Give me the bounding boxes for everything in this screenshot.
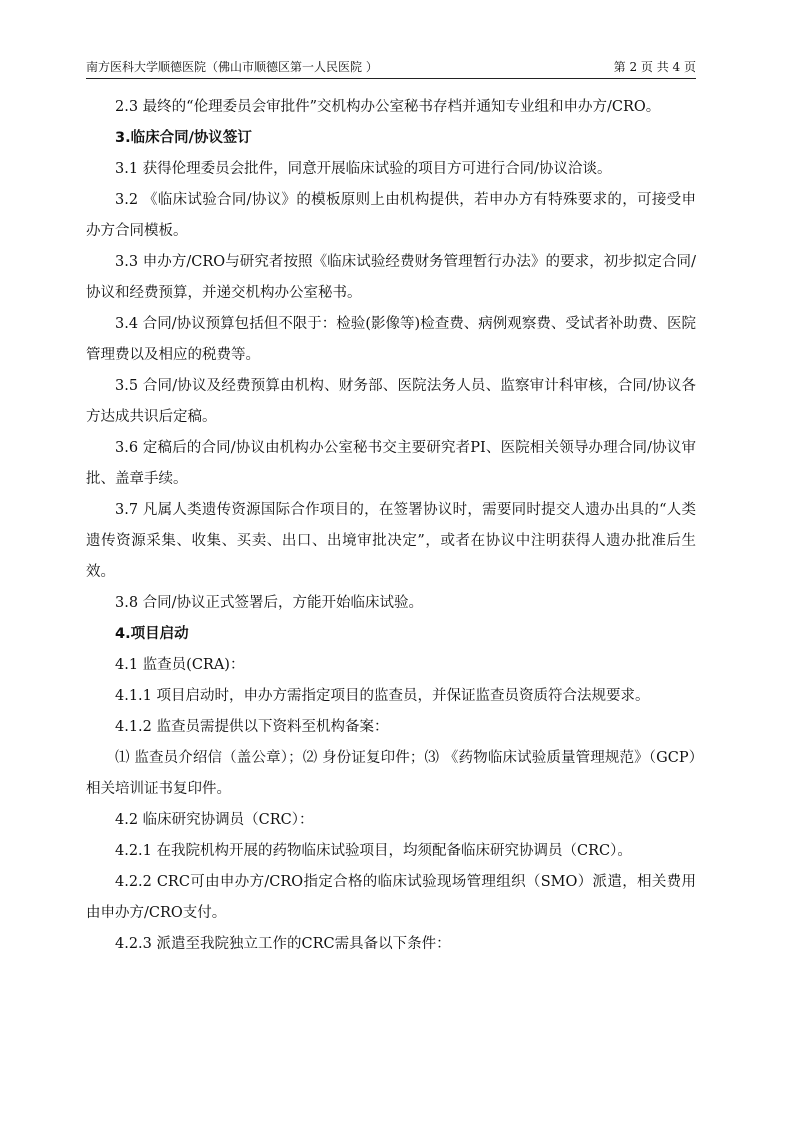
paragraph-3-4: 3.4 合同/协议预算包括但不限于：检验(影像等)检查费、病例观察费、受试者补助费、医院管理费以及相应的税费等。 xyxy=(86,316,696,363)
paragraph-3-3: 3.3 申办方/CRO与研究者按照《临床试验经费财务管理暂行办法》的要求，初步拟定合同/协议和经费预算，并递交机构办公室秘书。 xyxy=(86,254,696,301)
header-divider xyxy=(86,78,696,79)
section-heading-4: 4.项目启动 xyxy=(115,626,189,642)
paragraph-4-2-1: 4.2.1 在我院机构开展的药物临床试验项目，均须配备临床研究协调员（CRC）。 xyxy=(115,843,632,859)
paragraph-4-1-1: 4.1.1 项目启动时，申办方需指定项目的监查员，并保证监查员资质符合法规要求。 xyxy=(115,688,650,704)
paragraph-3-1: 3.1 获得伦理委员会批件，同意开展临床试验的项目方可进行合同/协议洽谈。 xyxy=(115,161,612,177)
header-hospital-name: 南方医科大学顺德医院（佛山市顺德区第一人民医院 ） xyxy=(86,60,378,74)
paragraph-3-7: 3.7 凡属人类遗传资源国际合作项目的，在签署协议时，需要同时提交人遗办出具的“人类遗传资源采集、收集、买卖、出口、出境审批决定”，或者在协议中注明获得人遗办批准后生效。 xyxy=(86,502,696,580)
paragraph-3-2: 3.2 《临床试验合同/协议》的模板原则上由机构提供，若申办方有特殊要求的，可接受申办方合同模板。 xyxy=(86,192,696,239)
page-header xyxy=(86,58,696,76)
header-page-info: 第 2 页 共 4 页 xyxy=(613,60,696,74)
paragraph-document-list: ⑴ 监查员介绍信（盖公章）；⑵ 身份证复印件；⑶ 《药物临床试验质量管理规范》（GCP）相关培训证书复印件。 xyxy=(86,750,696,797)
paragraph-3-8: 3.8 合同/协议正式签署后，方能开始临床试验。 xyxy=(115,595,424,611)
section-heading-3: 3.临床合同/协议签订 xyxy=(115,130,252,146)
paragraph-4-2-2: 4.2.2 CRC可由申办方/CRO指定合格的临床试验现场管理组织（SMO）派遣，相关费用由申办方/CRO支付。 xyxy=(86,874,696,921)
paragraph-3-5: 3.5 合同/协议及经费预算由机构、财务部、医院法务人员、监察审计科审核，合同/协议各方达成共识后定稿。 xyxy=(86,378,696,425)
paragraph-3-6: 3.6 定稿后的合同/协议由机构办公室秘书交主要研究者PI、医院相关领导办理合同/协议审批、盖章手续。 xyxy=(86,440,696,487)
document-body xyxy=(86,92,696,960)
paragraph-4-2-3: 4.2.3 派遣至我院独立工作的CRC需具备以下条件： xyxy=(115,936,451,952)
paragraph-4-2: 4.2 临床研究协调员（CRC）： xyxy=(115,812,314,828)
paragraph-4-1-2: 4.1.2 监查员需提供以下资料至机构备案： xyxy=(115,719,389,735)
paragraph-4-1: 4.1 监查员(CRA)： xyxy=(115,657,245,673)
paragraph-2-3: 2.3 最终的“伦理委员会审批件”交机构办公室秘书存档并通知专业组和申办方/CRO。 xyxy=(115,99,661,115)
